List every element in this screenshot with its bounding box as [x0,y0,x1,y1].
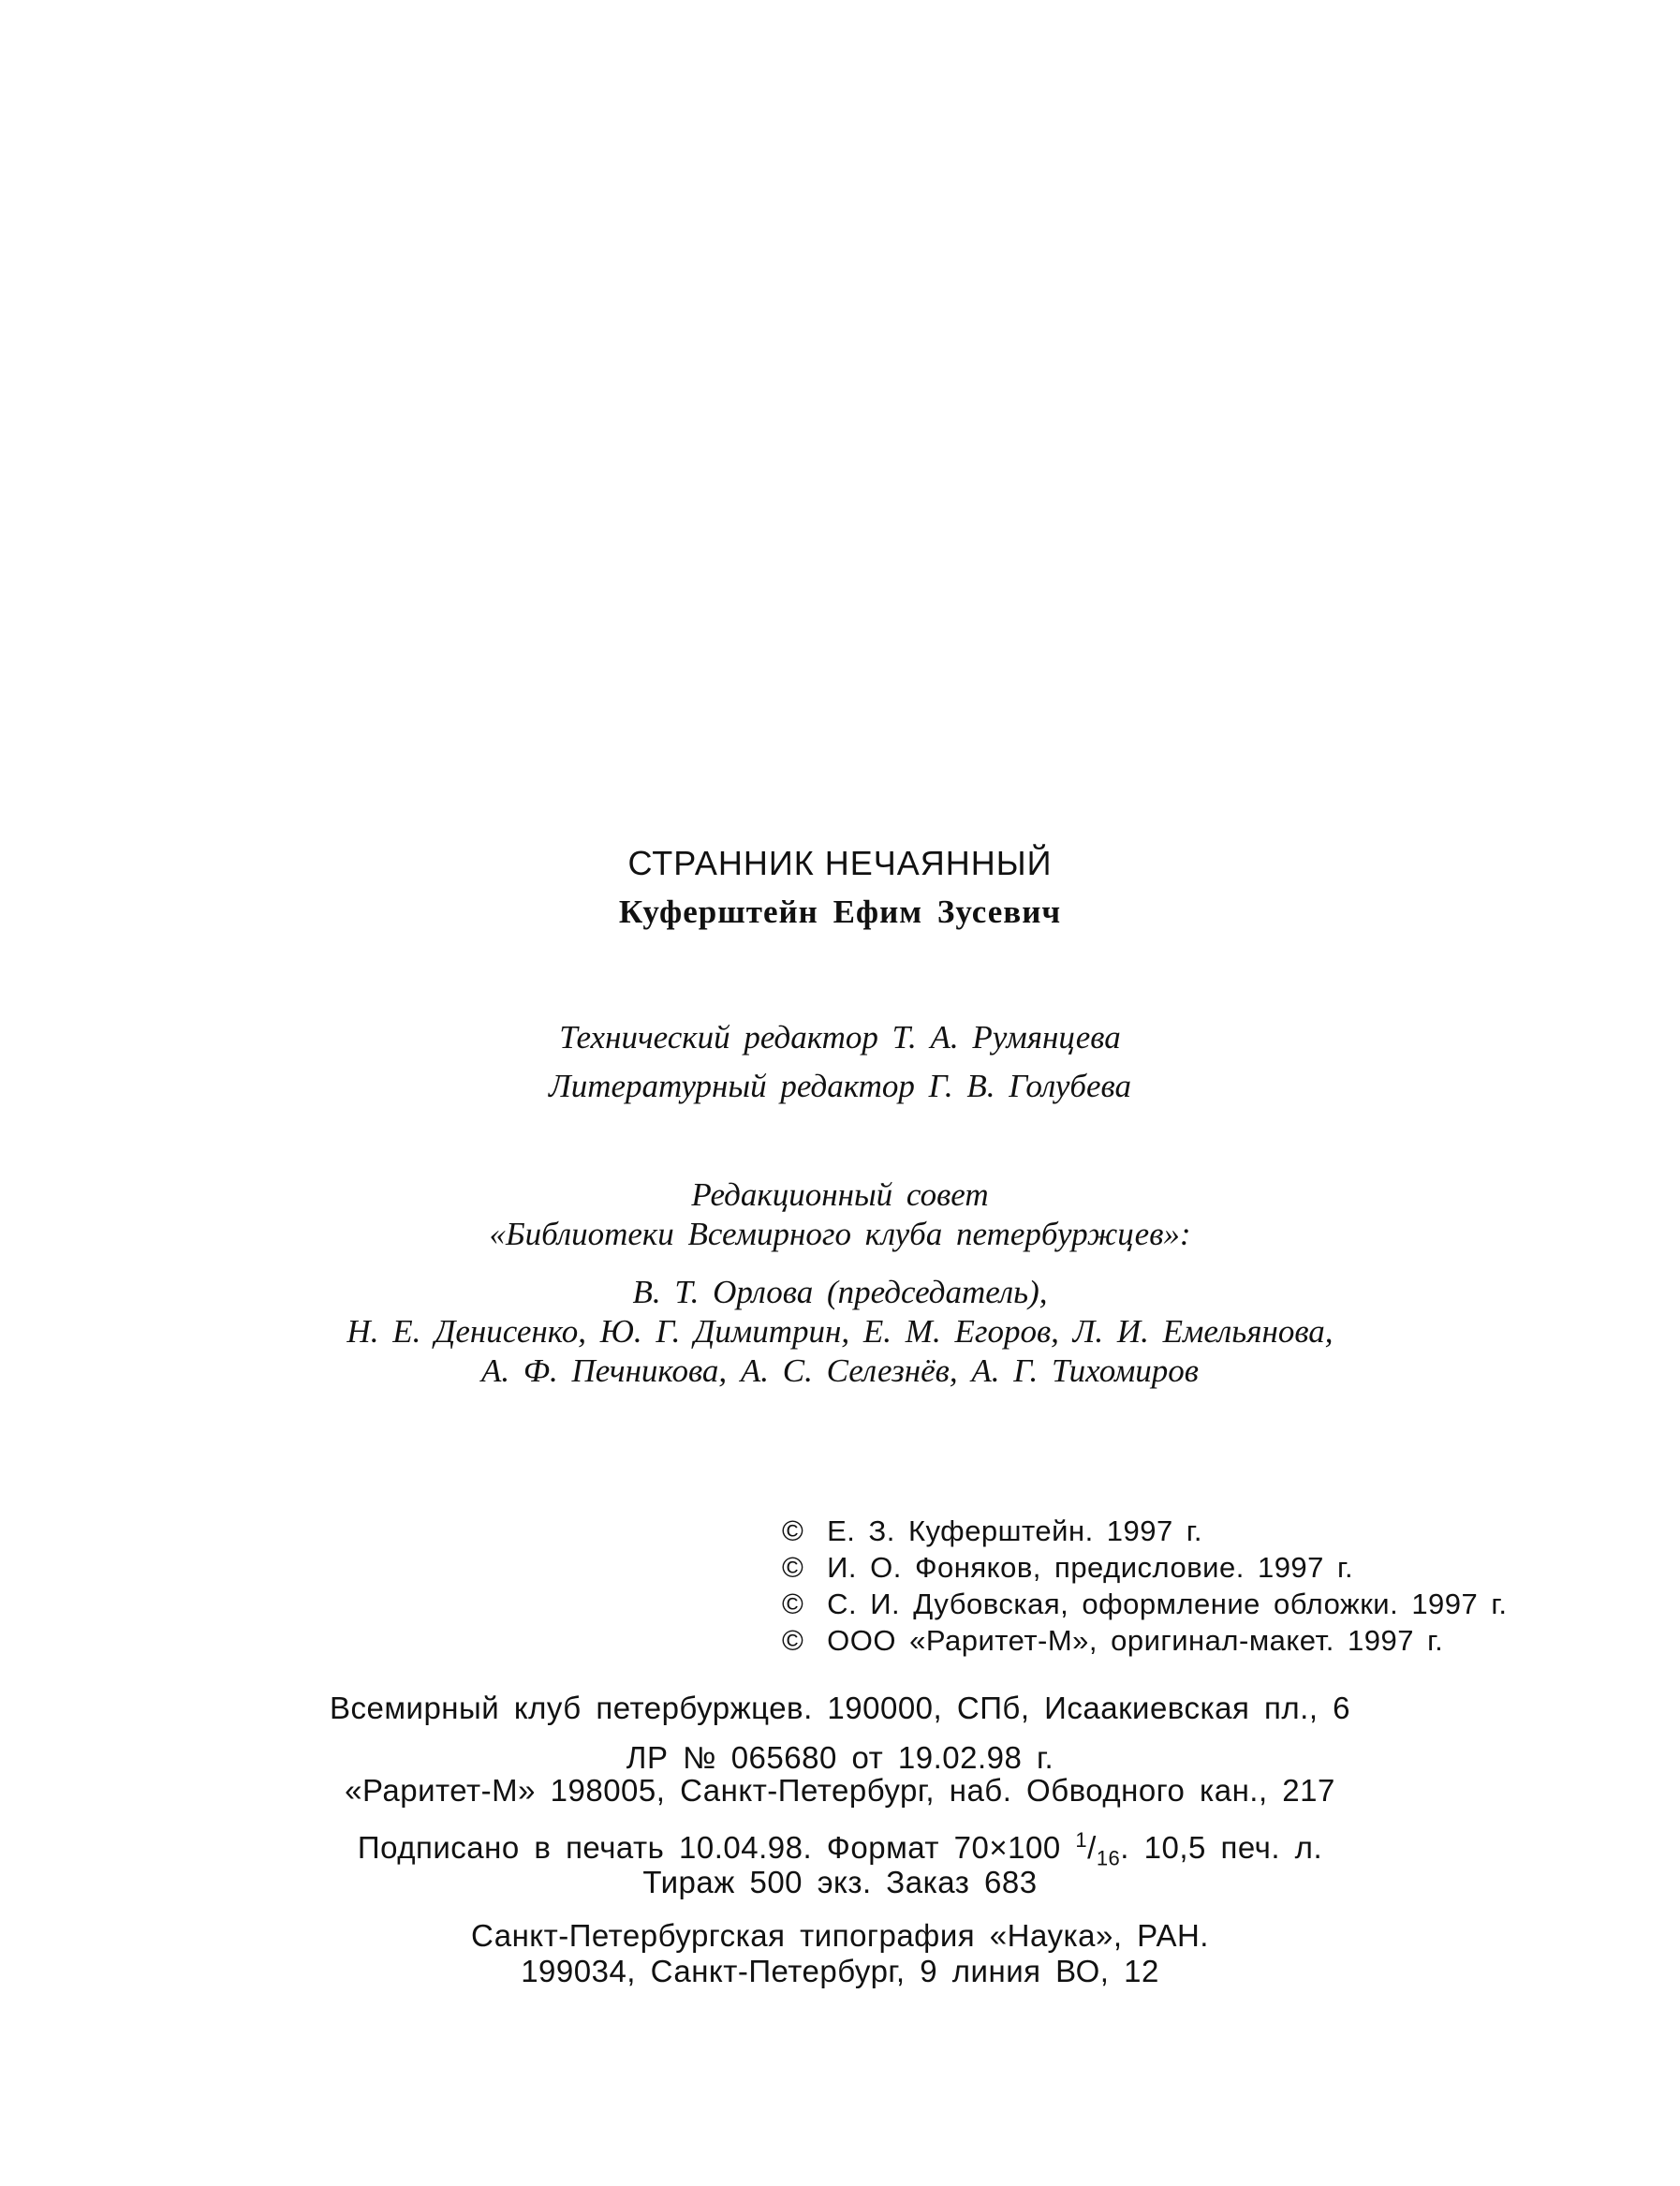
council-members-1: Н. Е. Денисенко, Ю. Г. Димитрин, Е. М. Егоров, Л. И. Емельянова, [346,1313,1334,1350]
copyright-text: И. О. Фоняков, предисловие. 1997 г. [827,1551,1354,1584]
copyright-text: Е. З. Куферштейн. 1997 г. [827,1514,1203,1547]
printer-address: 199034, Санкт-Петербург, 9 линия ВО, 12 [521,1954,1159,1988]
club-address: Всемирный клуб петербуржцев. 190000, СПб, Исаакиевская пл., 6 [329,1691,1351,1725]
council-heading-library: «Библиотеки Всемирного клуба петербуржцев»: [489,1216,1191,1252]
printer-name: Санкт-Петербургская типография «Наука», РАН. [471,1918,1209,1953]
copyright-icon: © [782,1624,804,1657]
copyright-text: С. И. Дубовская, оформление обложки. 1997 г. [827,1588,1508,1620]
literary-editor: Литературный редактор Г. В. Голубева [549,1068,1131,1104]
format-denominator: 16 [1096,1846,1121,1870]
council-chair: В. Т. Орлова (председатель), [632,1274,1048,1310]
copyright-text: ООО «Раритет-М», оригинал-макет. 1997 г. [827,1624,1444,1657]
book-title: СТРАННИК НЕЧАЯННЫЙ [627,844,1053,882]
copyright-line [782,1586,1508,1622]
copyright-block [782,1513,1508,1659]
print-run: Тираж 500 экз. Заказ 683 [642,1865,1038,1899]
publisher-address: «Раритет-М» 198005, Санкт-Петербург, наб. Обводного кан., 217 [345,1773,1335,1808]
print-signing-info: Подписано в печать 10.04.98. Формат 70×100 $^1/_{16}$. 10,5 печ. л. [357,1828,1323,1870]
technical-editor: Технический редактор Т. А. Румянцева [559,1019,1121,1056]
copyright-line [782,1513,1508,1549]
license-number: ЛР № 065680 от 19.02.98 г. [626,1740,1054,1775]
copyright-icon: © [782,1551,804,1584]
copyright-icon: © [782,1588,804,1620]
signed-suffix: . 10,5 печ. л. [1120,1830,1323,1865]
format-numerator: 1 [1075,1828,1088,1852]
book-author: Куферштейн Ефим Зусевич [618,894,1062,930]
copyright-line [782,1549,1508,1586]
council-heading: Редакционный совет [691,1176,989,1213]
council-members-2: А. Ф. Печникова, А. С. Селезнёв, А. Г. Тихомиров [481,1352,1199,1389]
signed-prefix: Подписано в печать 10.04.98. Формат 70×100 [357,1830,1076,1865]
copyright-line [782,1622,1508,1659]
copyright-icon: © [782,1514,804,1547]
